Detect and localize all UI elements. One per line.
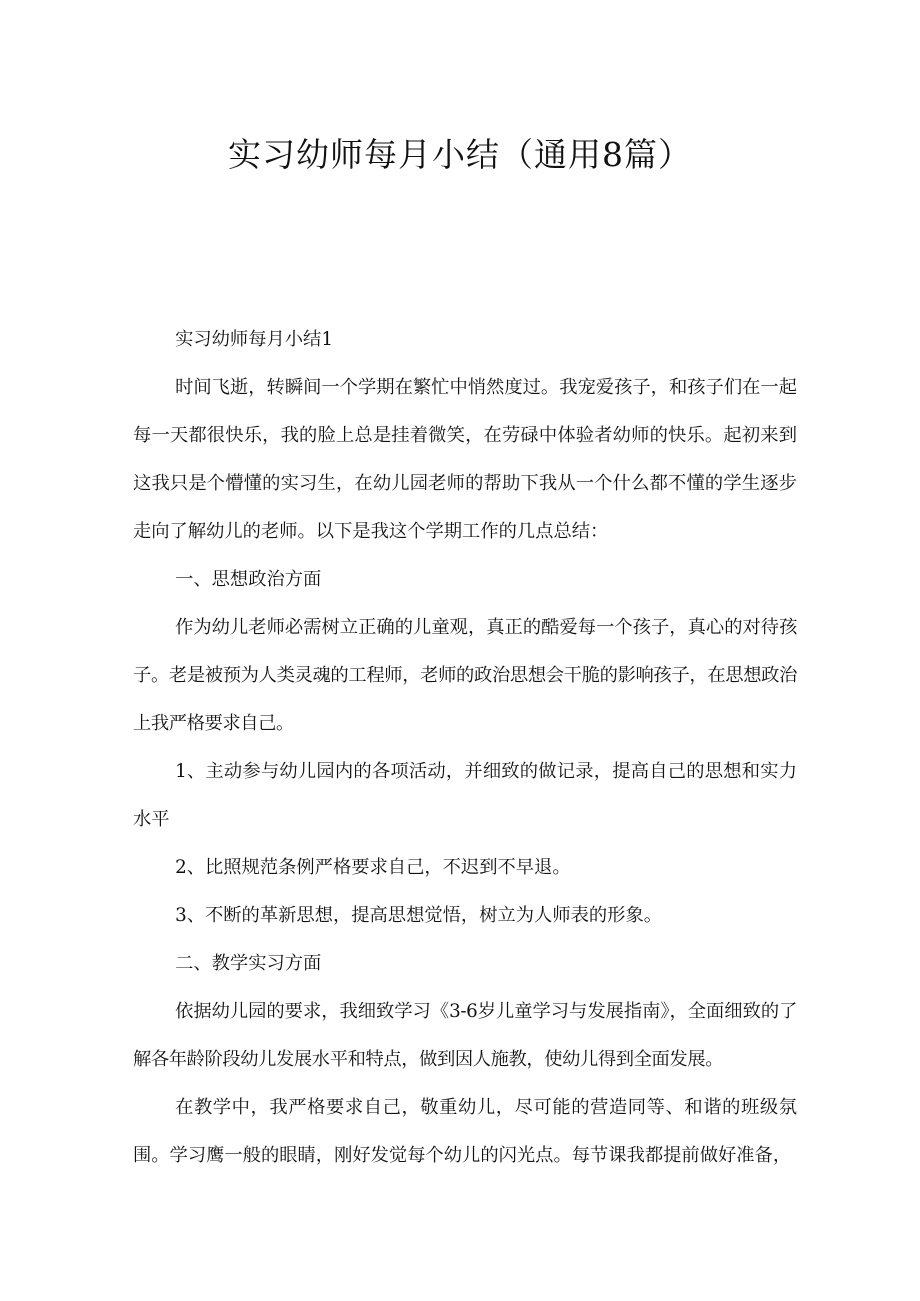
document-body [133, 316, 797, 1180]
list-item-3: 3、不断的革新思想，提高思想觉悟，树立为人师表的形象。 [175, 905, 663, 926]
paragraph-teaching: 在教学中，我严格要求自己，敬重幼儿，尽可能的营造同等、和谐的班级氛围。学习鹰一般的眼睛，刚好发觉每个幼儿的闪光点。每节课我都提前做好准备， [133, 1097, 797, 1166]
paragraph-intro: 时间飞逝，转瞬间一个学期在繁忙中悄然度过。我宠爱孩子，和孩子们在一起每一天都很快乐，我的脸上总是挂着微笑，在劳碌中体验者幼师的快乐。起初来到这我只是个懵懂的实习生，在幼儿园老师的帮助下我从一个什么都不懂的学生逐步走向了解幼儿的老师。以下是我这个学期工作的几点总结： [133, 377, 797, 542]
section-heading-1: 实习幼师每月小结1 [175, 329, 333, 350]
paragraph-ideology: 作为幼儿老师必需树立正确的儿童观，真正的酷爱每一个孩子，真心的对待孩子。老是被预为人类灵魂的工程师，老师的政治思想会干脆的影响孩子，在思想政治上我严格要求自己。 [133, 617, 797, 734]
list-item-1: 1、主动参与幼儿园内的各项活动，并细致的做记录，提高自己的思想和实力水平 [133, 761, 797, 830]
list-item-2: 2、比照规范条例严格要求自己，不迟到不早退。 [175, 857, 571, 878]
document-title: 实习幼师每月小结（通用8篇） [228, 135, 692, 174]
paragraph-guidelines: 依据幼儿园的要求，我细致学习《3-6岁儿童学习与发展指南》，全面细致的了解各年龄阶段幼儿发展水平和特点，做到因人施教，使幼儿得到全面发展。 [133, 1001, 797, 1070]
section-heading-teaching: 二、教学实习方面 [175, 953, 322, 974]
section-heading-ideology: 一、思想政治方面 [175, 569, 322, 590]
